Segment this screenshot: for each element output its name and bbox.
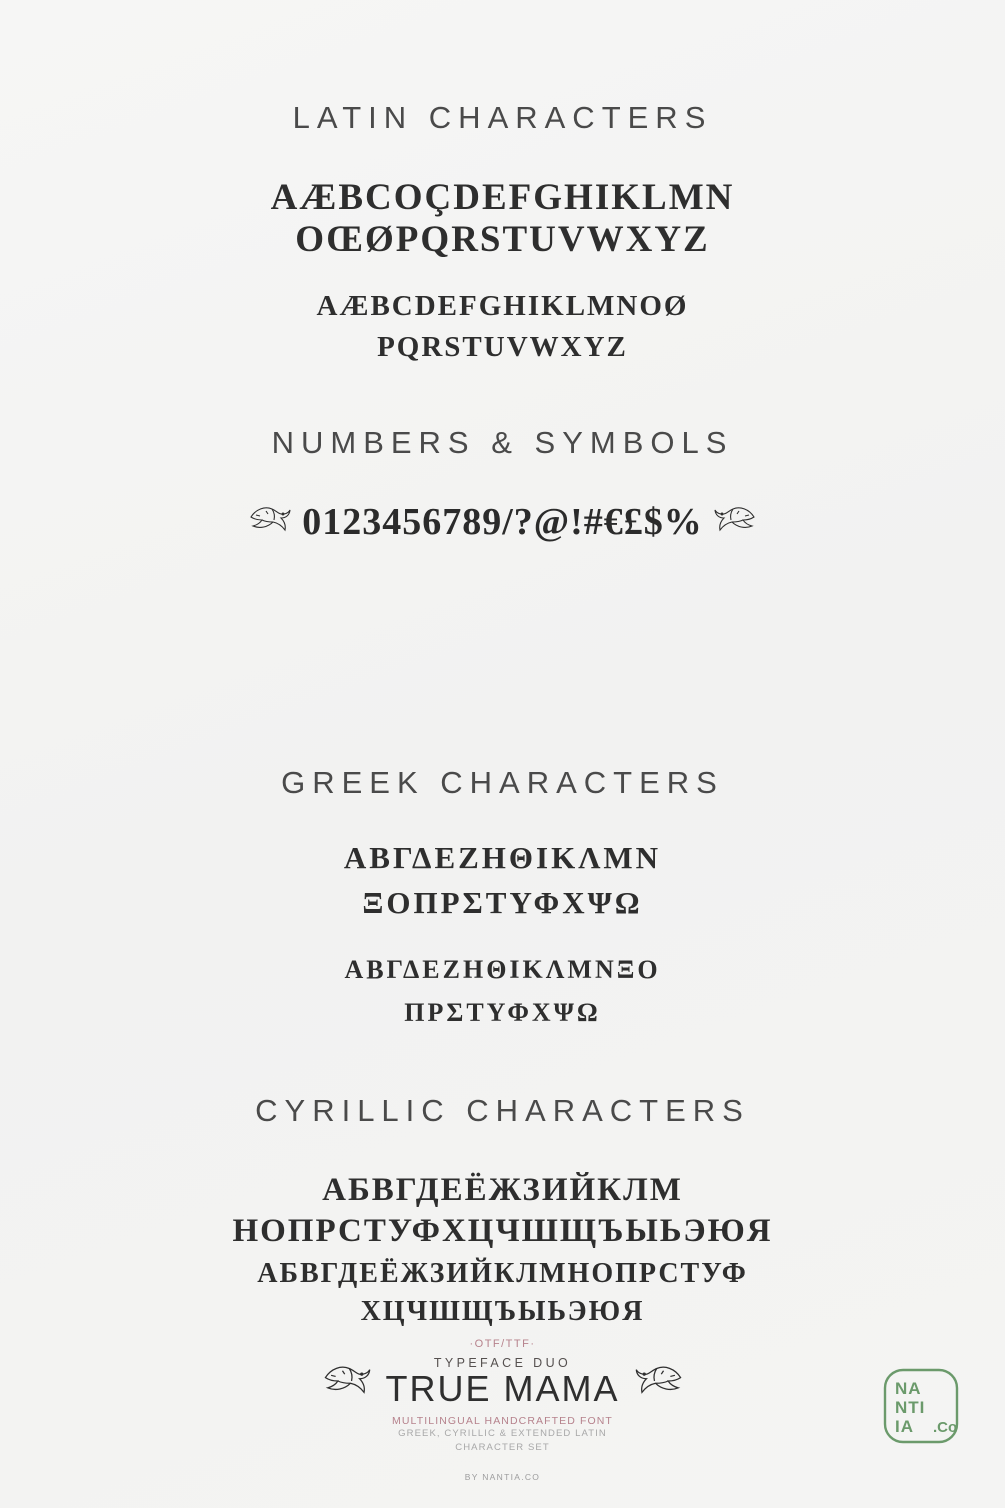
latin-uppercase-row-2: OŒØPQRSTUVWXYZ (295, 219, 710, 260)
numbers-section-title: NUMBERS & SYMBOLS (271, 425, 734, 460)
greek-uppercase-row-1: ΑΒΓΔΕΖΗΘΙΚΛΜΝ (343, 840, 662, 875)
numbers-row (0, 500, 1005, 544)
bird-icon (322, 1359, 372, 1408)
numbers-glyphs: 0123456789/?@!#€£$% (302, 501, 703, 543)
font-name-title: TRUE MAMA (385, 1368, 620, 1409)
cyrillic-alternate-row-1: АБВГДЕЁЖЗИЙКЛМНОПРСТУФ (257, 1258, 748, 1289)
typeface-duo-label: TYPEFACE DUO (433, 1356, 572, 1370)
character-set-line-2: CHARACTER SET (455, 1442, 550, 1454)
greek-uppercase-row-2: ΞΟΠΡΣΤΥΦΧΨΩ (362, 885, 643, 920)
latin-alternate-row-2: PQRSTUVWXYZ (377, 331, 628, 363)
cyrillic-section-title: CYRILLIC CHARACTERS (255, 1093, 750, 1128)
latin-section-title: LATIN CHARACTERS (292, 100, 713, 135)
font-tagline: MULTILINGUAL HANDCRAFTED FONT (392, 1415, 613, 1427)
latin-alternate-row-1: AÆBCDEFGHIKLMNOØ (316, 290, 689, 322)
credit-label: BY NANTIA.CO (464, 1471, 541, 1482)
greek-alternate-row-1: ΑΒΓΔΕΖΗΘΙΚΛΜΝΞΟ (344, 955, 661, 984)
logo-line-2: NTI (895, 1398, 926, 1417)
cyrillic-uppercase-row-2: НОПРСТУФХЦЧШЩЪЫЬЭЮЯ (232, 1213, 773, 1249)
logo-line-3: IA (895, 1417, 914, 1436)
footer-title-row (0, 1356, 1005, 1410)
logo-line-1: NA (895, 1379, 922, 1398)
bird-icon (634, 1359, 684, 1408)
cyrillic-alternate-row-2: ХЦЧШЩЪЫЬЭЮЯ (360, 1296, 645, 1327)
nantia-co-logo[interactable] (883, 1368, 975, 1450)
bird-icon (248, 503, 292, 542)
logo-suffix: .Co (933, 1419, 958, 1436)
footer-block (0, 1338, 1005, 1482)
bird-icon (713, 503, 757, 542)
latin-uppercase-row-1: AÆBCOÇDEFGHIKLMN (270, 177, 735, 218)
font-formats-label: ·OTF/TTF· (469, 1338, 536, 1350)
character-set-line-1: GREEK, CYRILLIC & EXTENDED LATIN (398, 1428, 607, 1439)
cyrillic-uppercase-row-1: АБВГДЕЁЖЗИЙКЛМ (322, 1172, 683, 1208)
greek-section-title: GREEK CHARACTERS (281, 765, 724, 800)
greek-alternate-row-2: ΠΡΣΤΥΦΧΨΩ (404, 998, 601, 1027)
